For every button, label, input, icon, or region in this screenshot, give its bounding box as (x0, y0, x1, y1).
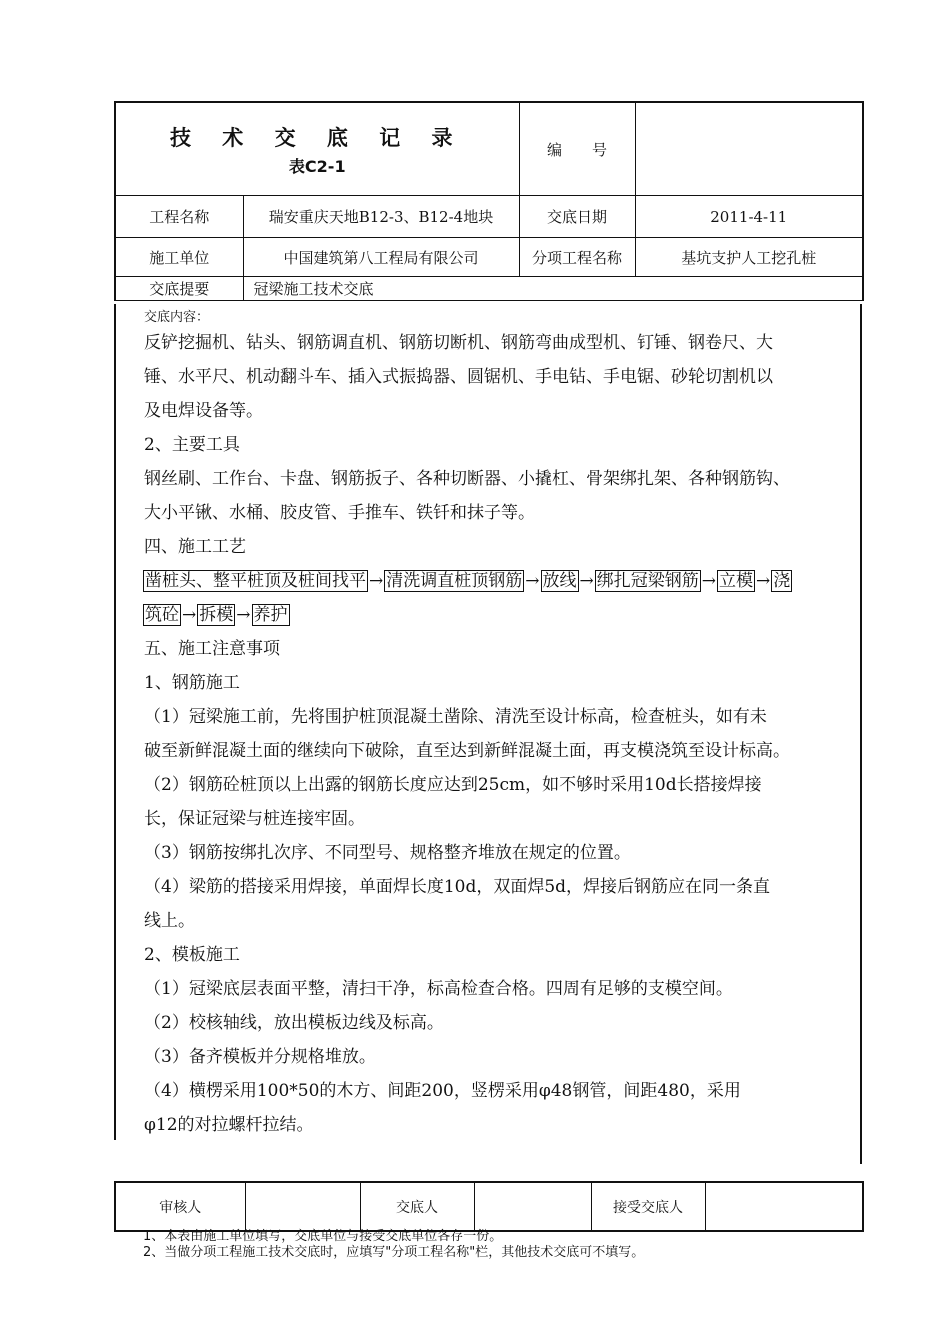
process-flow-row-2 (143, 598, 864, 632)
project-name-label: 工程名称 (115, 196, 243, 238)
presenter-field[interactable] (474, 1182, 591, 1231)
content-line: （4）横楞采用100*50的木方、间距200，竖楞采用φ48钢管，间距480，采用 (144, 1081, 741, 1101)
content-line: 破至新鲜混凝土面的继续向下破除，直至达到新鲜混凝土面，再支模浇筑至设计标高。 (144, 741, 790, 761)
process-step: 立模 (719, 571, 753, 591)
page-title: 技 术 交 底 记 录 (169, 125, 465, 150)
contractor-value[interactable]: 中国建筑第八工程局有限公司 (243, 238, 519, 277)
content-left-border (114, 304, 116, 1140)
arrow-icon: → (579, 571, 594, 591)
process-step: 拆模 (199, 605, 234, 625)
receiver-field[interactable] (705, 1182, 863, 1231)
subproject-label: 分项工程名称 (519, 238, 635, 277)
content-line: （1）冠梁底层表面平整，清扫干净，标高检查合格。四周有足够的支模空间。 (144, 979, 733, 999)
header-table (114, 101, 864, 301)
process-step: 绑扎冠梁钢筋 (596, 571, 699, 591)
content-line: 四、施工工艺 (144, 537, 246, 557)
process-step: 养护 (253, 605, 288, 625)
form-code: 表C2-1 (288, 156, 346, 176)
footnote: 1、本表由施工单位填写，交底单位与接受交底单位各存一份。 (143, 1229, 503, 1244)
summary-label: 交底提要 (115, 277, 243, 301)
content-line: 1、钢筋施工 (144, 673, 240, 693)
content-line: 2、主要工具 (144, 435, 240, 455)
arrow-icon: → (182, 605, 197, 625)
arrow-icon: → (701, 571, 716, 591)
process-step: 凿桩头、整平桩顶及桩间找平 (145, 571, 366, 591)
content-line: 大小平锹、水桶、胶皮管、手推车、铁钎和抹子等。 (144, 503, 535, 523)
content-line: （2）校核轴线，放出模板边线及标高。 (144, 1013, 444, 1033)
receiver-label: 接受交底人 (591, 1182, 705, 1231)
content-line: 线上。 (144, 911, 195, 931)
content-section (114, 304, 862, 1164)
date-label: 交底日期 (519, 196, 635, 238)
process-step: 放线 (542, 571, 577, 591)
content-line: 长，保证冠梁与桩连接牢固。 (144, 809, 365, 829)
content-line: （2）钢筋砼桩顶以上出露的钢筋长度应达到25cm，如不够时采用10d长搭接焊接 (144, 775, 762, 795)
content-line: 2、模板施工 (144, 945, 240, 965)
content-body (144, 326, 864, 1142)
content-line: 钢丝刷、工作台、卡盘、钢筋扳子、各种切断器、小撬杠、骨架绑扎架、各种钢筋钩、 (144, 469, 790, 489)
content-label: 交底内容： (144, 310, 210, 325)
content-line: （4）梁筋的搭接采用焊接，单面焊长度10d，双面焊5d，焊接后钢筋应在同一条直 (144, 877, 771, 897)
date-value[interactable]: 2011-4-11 (635, 196, 863, 238)
arrow-icon: → (525, 571, 540, 591)
process-step: 浇 (773, 571, 791, 591)
signature-table (114, 1181, 864, 1232)
content-line: （3）钢筋按绑扎次序、不同型号、规格整齐堆放在规定的位置。 (144, 843, 631, 863)
content-line: φ12的对拉螺杆拉结。 (144, 1115, 314, 1135)
reviewer-field[interactable] (245, 1182, 360, 1231)
subproject-value[interactable]: 基坑支护人工挖孔桩 (635, 238, 863, 277)
title-cell (115, 102, 519, 196)
number-label: 编 号 (519, 102, 635, 196)
arrow-icon: → (369, 571, 384, 591)
content-line: 及电焊设备等。 (144, 401, 263, 421)
contractor-label: 施工单位 (115, 238, 243, 277)
reviewer-label: 审核人 (115, 1182, 245, 1231)
summary-value[interactable]: 冠梁施工技术交底 (243, 277, 863, 301)
content-line: 五、施工注意事项 (144, 639, 280, 659)
footnote: 2、当做分项工程施工技术交底时，应填写"分项工程名称"栏，其他技术交底可不填写。 (143, 1245, 645, 1260)
process-step: 筑砼 (145, 605, 179, 625)
presenter-label: 交底人 (360, 1182, 474, 1231)
content-line: （3）备齐模板并分规格堆放。 (144, 1047, 376, 1067)
content-line: 反铲挖掘机、钻头、钢筋调直机、钢筋切断机、钢筋弯曲成型机、钉锤、钢卷尺、大 (144, 333, 773, 353)
process-flow-row-1 (143, 564, 864, 598)
content-line: 锤、水平尺、机动翻斗车、插入式振捣器、圆锯机、手电钻、手电锯、砂轮切割机以 (144, 367, 773, 387)
content-line: （1）冠梁施工前，先将围护桩顶混凝土凿除、清洗至设计标高，检查桩头，如有未 (144, 707, 767, 727)
arrow-icon: → (236, 605, 251, 625)
footnotes (143, 1229, 644, 1261)
arrow-icon: → (756, 571, 771, 591)
number-value[interactable] (635, 102, 863, 196)
project-name-value[interactable]: 瑞安重庆天地B12-3、B12-4地块 (243, 196, 519, 238)
process-step: 清洗调直桩顶钢筋 (386, 571, 523, 591)
